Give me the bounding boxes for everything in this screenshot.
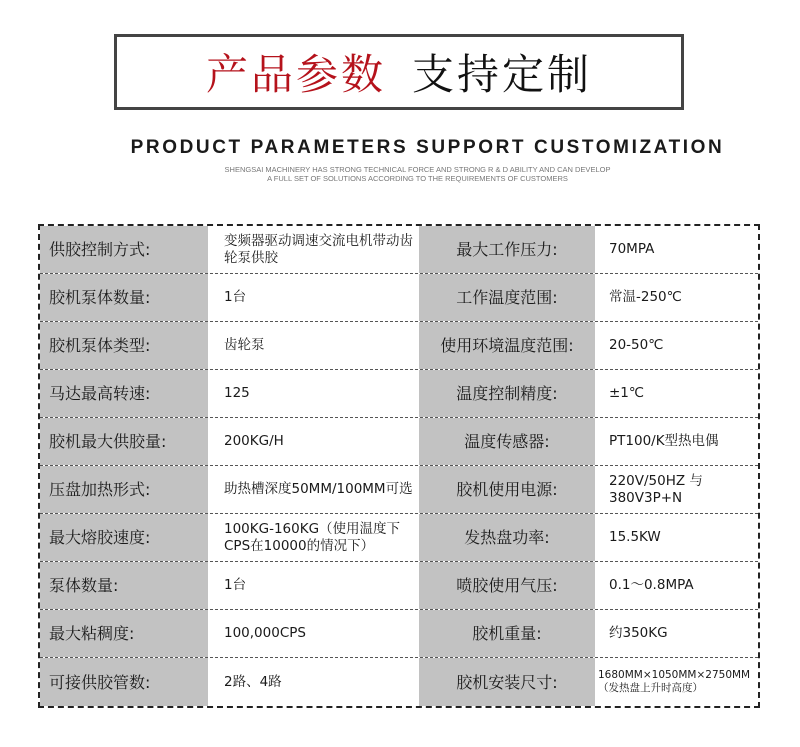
param-value: 100,000CPS [208, 610, 419, 657]
table-row [40, 418, 758, 466]
param-label: 最大粘稠度: [40, 610, 208, 657]
param-label: 最大熔胶速度: [40, 514, 208, 561]
param-value: 齿轮泵 [208, 322, 419, 369]
param-label: 胶机最大供胶量: [40, 418, 208, 465]
param-value: 220V/50HZ 与380V3P+N [595, 466, 758, 513]
table-row [40, 370, 758, 418]
table-row [40, 658, 758, 706]
param-label: 压盘加热形式: [40, 466, 208, 513]
param-label: 泵体数量: [40, 562, 208, 609]
param-label: 使用环境温度范围: [419, 322, 595, 369]
description [0, 165, 800, 183]
description-line-1: SHENGSAI MACHINERY HAS STRONG TECHNICAL FORCE AND STRONG R & D ABILITY AND CAN DEVELOP [224, 165, 611, 174]
param-value: 200KG/H [208, 418, 419, 465]
param-label: 供胶控制方式: [40, 226, 208, 273]
title-red: 产品参数 [205, 50, 386, 99]
param-label: 胶机使用电源: [419, 466, 595, 513]
param-label: 温度传感器: [419, 418, 595, 465]
param-label: 胶机安装尺寸: [419, 658, 595, 706]
table-row [40, 322, 758, 370]
table-row [40, 466, 758, 514]
param-value: ±1℃ [595, 370, 758, 417]
table-row [40, 610, 758, 658]
title-black: 支持定制 [412, 50, 593, 99]
param-label: 温度控制精度: [419, 370, 595, 417]
param-value: 125 [208, 370, 419, 417]
param-label: 发热盘功率: [419, 514, 595, 561]
table-row [40, 562, 758, 610]
param-value: 1680MM×1050MM×2750MM（发热盘上升时高度） [595, 658, 758, 706]
param-value: 1台 [208, 274, 419, 321]
table-row [40, 514, 758, 562]
param-value: 15.5KW [595, 514, 758, 561]
param-value: PT100/K型热电偶 [595, 418, 758, 465]
param-value: 约350KG [595, 610, 758, 657]
param-label: 最大工作压力: [419, 226, 595, 273]
param-value: 20-50℃ [595, 322, 758, 369]
param-value: 100KG-160KG（使用温度下CPS在10000的情况下） [208, 514, 419, 561]
param-value: 变频器驱动调速交流电机带动齿轮泵供胶 [208, 226, 419, 273]
table-row [40, 274, 758, 322]
subtitle: PRODUCT PARAMETERS SUPPORT CUSTOMIZATION [130, 137, 725, 158]
param-label: 胶机重量: [419, 610, 595, 657]
param-label: 喷胶使用气压: [419, 562, 595, 609]
description-line-2: A FULL SET OF SOLUTIONS ACCORDING TO THE REQUIREMENTS OF CUSTOMERS [267, 174, 568, 183]
param-value: 常温-250℃ [595, 274, 758, 321]
title-box [114, 34, 684, 110]
param-value: 助热槽深度50MM/100MM可选 [208, 466, 419, 513]
param-value: 0.1～0.8MPA [595, 562, 758, 609]
param-value: 1台 [208, 562, 419, 609]
parameters-table [40, 226, 758, 706]
param-label: 胶机泵体类型: [40, 322, 208, 369]
param-label: 马达最高转速: [40, 370, 208, 417]
param-value: 2路、4路 [208, 658, 419, 706]
table-row [40, 226, 758, 274]
param-value: 70MPA [595, 226, 758, 273]
param-label: 工作温度范围: [419, 274, 595, 321]
param-label: 可接供胶管数: [40, 658, 208, 706]
param-label: 胶机泵体数量: [40, 274, 208, 321]
